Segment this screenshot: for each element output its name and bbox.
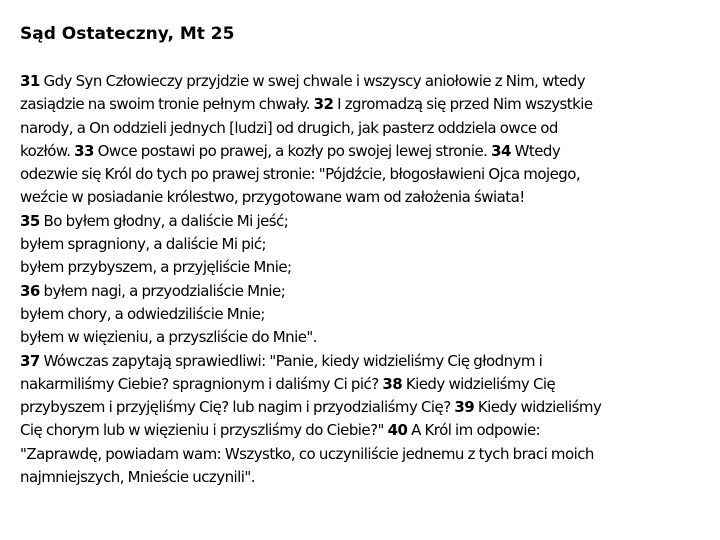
- slide: [20, 22, 710, 489]
- verse-text: byłem w więzieniu, a przyszliście do Mnie".: [20, 328, 317, 347]
- verse-number: 32: [313, 95, 334, 114]
- verse-text: weźcie w posiadanie królestwo, przygotowane wam od założenia świata!: [20, 188, 525, 207]
- verse-number: 34: [491, 141, 511, 160]
- verse-text: zasiądzie na swoim tronie pełnym chwały.: [20, 95, 310, 114]
- text-line: [20, 117, 710, 140]
- verse-text: byłem przybyszem, a przyjęliście Mnie;: [20, 258, 292, 277]
- text-line: [20, 256, 710, 279]
- verse-text: A Król im odpowie:: [411, 421, 541, 440]
- text-line: [20, 326, 710, 349]
- verse-text: Gdy Syn Człowieczy przyjdzie w swej chwale i wszyscy aniołowie z Nim, wtedy: [43, 72, 586, 90]
- verse-text: Bo byłem głodny, a daliście Mi jeść;: [43, 211, 289, 230]
- page-title: Sąd Ostateczny, Mt 25: [20, 24, 235, 44]
- verse-text: Cię chorym lub w więzieniu i przyszliśmy do Ciebie?": [20, 421, 384, 440]
- text-line: [20, 233, 710, 256]
- scripture-text: [20, 70, 710, 489]
- verse-text: nakarmiliśmy Ciebie? spragnionym i daliśmy Ci pić?: [20, 374, 379, 393]
- verse-number: 33: [74, 141, 94, 160]
- verse-text: kozłów.: [20, 141, 71, 160]
- text-line: [20, 396, 710, 419]
- text-line: [20, 163, 710, 186]
- text-line: [20, 373, 710, 396]
- verse-number: 40: [387, 421, 408, 440]
- verse-number: 37: [20, 351, 40, 370]
- text-line: [20, 443, 710, 466]
- text-line: [20, 350, 710, 373]
- text-line: [20, 280, 710, 303]
- verse-text: "Zaprawdę, powiadam wam: Wszystko, co uczyniliście jednemu z tych braci moich: [20, 444, 594, 463]
- verse-number: 38: [382, 374, 403, 393]
- verse-text: Wtedy: [514, 141, 561, 160]
- text-line: [20, 93, 710, 116]
- text-line: [20, 70, 710, 93]
- verse-number: 39: [454, 398, 475, 417]
- verse-text: narody, a On oddzieli jednych [ludzi] od drugich, jak pasterz oddziela owce od: [20, 118, 558, 137]
- verse-text: byłem nagi, a przyodzialiście Mnie;: [43, 281, 286, 300]
- verse-text: byłem chory, a odwiedziliście Mnie;: [20, 304, 265, 323]
- text-line: [20, 140, 710, 163]
- verse-text: najmniejszych, Mnieście uczynili".: [20, 468, 255, 487]
- text-line: [20, 419, 710, 442]
- text-line: [20, 303, 710, 326]
- verse-text: Kiedy widzieliśmy: [477, 398, 602, 417]
- text-line: [20, 186, 710, 209]
- verse-number: 35: [20, 211, 40, 230]
- verse-text: odezwie się Król do tych po prawej stronie: "Pójdźcie, błogosławieni Ojca mojego,: [20, 165, 581, 184]
- verse-text: I zgromadzą się przed Nim wszystkie: [337, 95, 593, 114]
- verse-text: byłem spragniony, a daliście Mi pić;: [20, 235, 267, 254]
- text-line: [20, 210, 710, 233]
- verse-text: Owce postawi po prawej, a kozły po swojej lewej stronie.: [97, 141, 488, 160]
- verse-text: przybyszem i przyjęliśmy Cię? lub nagim i przyodzialiśmy Cię?: [20, 398, 451, 417]
- verse-number: 36: [20, 281, 40, 300]
- verse-text: Wówczas zapytają sprawiedliwi: "Panie, kiedy widzieliśmy Cię głodnym i: [43, 351, 543, 370]
- text-line: [20, 466, 710, 489]
- verse-number: 31: [20, 72, 40, 90]
- verse-text: Kiedy widzieliśmy Cię: [405, 374, 556, 393]
